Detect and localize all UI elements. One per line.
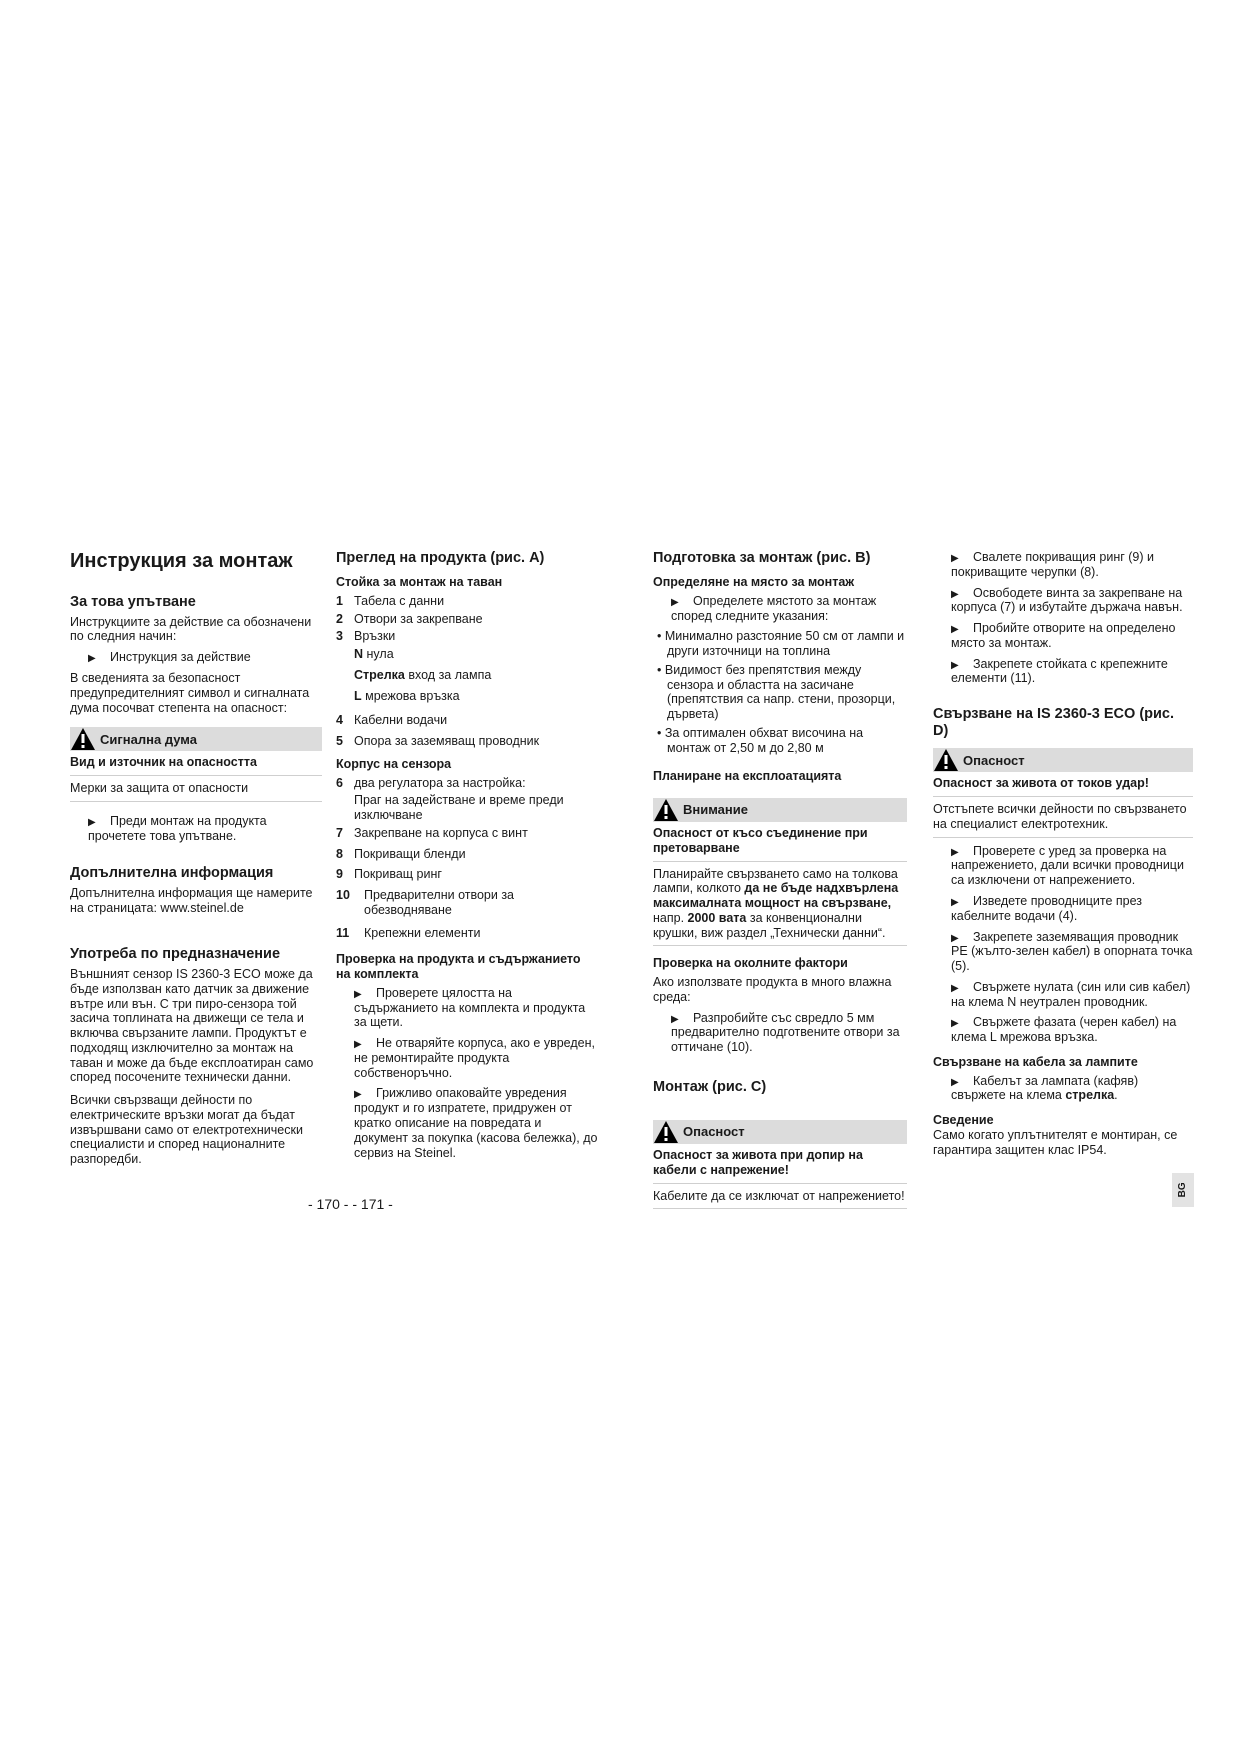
paragraph: Външният сензор IS 2360-3 ECO може да бъде използван като датчик за движение вътре или вън. С три пиро-сензора той засича топлината на движещи се тела и включва свързаните лампи. Продуктът е подходящ изключително за монтаж на таван и може да бъде експлоатиран само според посочените технически данни. — [70, 967, 314, 1085]
subheading: Свързване на кабела за лампите — [933, 1054, 1138, 1069]
page-title: Инструкция за монтаж — [70, 550, 293, 572]
column-1 — [70, 550, 322, 1167]
danger-text: Отстъпете всички дейности по свързването на специалист електротехник. — [933, 802, 1187, 831]
column-2 — [336, 550, 598, 1166]
action-item: ▶ Определете мястото за монтаж според следните указания: — [671, 593, 877, 623]
danger-subtitle: Опасност за живота от токов удар! — [933, 776, 1149, 791]
section-title-mounting: Монтаж (рис. C) — [653, 1078, 767, 1095]
warning-triangle-icon — [653, 798, 679, 822]
warning-text: Мерки за защита от опасности — [70, 781, 249, 795]
list-item: 3 Връзки — [336, 629, 396, 644]
subheading: Планиране на експлоатацията — [653, 769, 842, 784]
bullet-item: • Видимост без препятствия между сензора и областта на засичане (препятствия са напр. стени, прозорци, дървета) — [657, 662, 896, 722]
arrow-right-icon: ▶ — [951, 553, 959, 564]
danger-subtitle: Опасност за живота при допир на кабели с напрежение! — [653, 1148, 863, 1177]
arrow-right-icon: ▶ — [951, 982, 959, 994]
action-item: ▶ Преди монтаж на продукта прочетете това упътване. — [88, 813, 267, 843]
list-item: 2 Отвори за закрепване — [336, 611, 483, 626]
connection-l: L мрежова връзка — [354, 688, 460, 703]
connection-n: N нула — [354, 647, 394, 662]
section-title-about: За това упътване — [70, 593, 196, 610]
subheading: Корпус на сензора — [336, 756, 452, 771]
arrow-right-icon: ▶ — [671, 596, 679, 608]
arrow-right-icon: ▶ — [951, 1076, 959, 1088]
action-item: ▶ Не отваряйте корпуса, ако е увреден, не ремонтирайте продукта собственоръчно. — [354, 1036, 595, 1080]
subheading: Сведение — [933, 1113, 994, 1128]
arrow-right-icon: ▶ — [951, 624, 959, 636]
danger-box — [933, 748, 1193, 772]
paragraph: Всички свързващи дейности по електрическите връзки могат да бъдат извършвани само от електротехнически специалисти и според националните разпоредби. — [70, 1093, 303, 1167]
column-4 — [933, 550, 1193, 1157]
warning-subtitle: Вид и източник на опасността — [70, 755, 257, 770]
column-3 — [653, 550, 907, 1214]
arrow-right-icon: ▶ — [951, 659, 959, 671]
paragraph: Само когато уплътнителят е монтиран, се гарантира защитен клас IP54. — [933, 1127, 1178, 1157]
arrow-right-icon: ▶ — [354, 988, 362, 1000]
divider — [70, 801, 322, 802]
warning-box — [653, 798, 907, 822]
subheading: Стойка за монтаж на таван — [336, 575, 503, 590]
divider — [933, 837, 1193, 838]
arrow-right-icon: ▶ — [951, 1018, 959, 1030]
list-item: 7 Закрепване на корпуса с винт — [336, 825, 528, 840]
list-item: 9 Покриващ ринг — [336, 867, 442, 882]
warning-triangle-icon — [933, 748, 959, 772]
paragraph: В сведенията за безопасност предупредителният символ и сигналната дума посочват степента на опасност: — [70, 671, 310, 715]
action-item: ▶ Освободете винта за закрепване на корпуса (7) и избутайте държача навън. — [951, 585, 1183, 615]
list-item: 5 Опора за заземяващ проводник — [336, 734, 540, 749]
divider — [653, 945, 907, 946]
action-item: ▶ Кабелът за лампата (кафяв) свържете на клема стрелка. — [951, 1073, 1139, 1103]
subheading: Проверка на околните фактори — [653, 956, 848, 971]
action-item: ▶ Разпробийте със свредло 5 мм предварително подготвените отвори за оттичане (10). — [671, 1010, 900, 1055]
arrow-right-icon: ▶ — [951, 932, 959, 944]
subheading: Определяне на място за монтаж — [653, 575, 855, 590]
paragraph: Инструкциите за действие са обозначени по следния начин: — [70, 614, 312, 644]
action-item: ▶ Пробийте отворите на определено място за монтаж. — [951, 621, 1176, 650]
connection-arrow: Стрелка вход за лампа — [354, 667, 492, 682]
divider — [653, 1208, 907, 1209]
divider — [653, 1183, 907, 1184]
language-tab: BG — [1172, 1173, 1194, 1207]
action-item: ▶ Свалете покриващия ринг (9) и покриващите черупки (8). — [951, 550, 1155, 579]
section-title-intended-use: Употреба по предназначение — [70, 945, 281, 962]
action-item: ▶ Свържете нулата (син или сив кабел) на клема N неутрален проводник. — [951, 979, 1191, 1009]
arrow-right-icon: ▶ — [354, 1089, 362, 1101]
warning-subtitle: Опасност от късо съединение при претоварване — [653, 826, 868, 855]
paragraph: Допълнителна информация ще намерите на страницата: www.steinel.de — [70, 886, 313, 916]
list-item: 6 два регулатора за настройка: — [336, 775, 526, 790]
arrow-right-icon: ▶ — [951, 588, 959, 600]
action-item: ▶ Закрепете заземяващия проводник PE (жълто-зелен кабел) в опорната точка (5). — [951, 929, 1193, 974]
bullet-item: • За оптимален обхват височина на монтаж от 2,50 м до 2,80 м — [657, 725, 864, 755]
section-title-product-overview: Преглед на продукта (рис. A) — [336, 550, 545, 566]
warning-box — [70, 727, 322, 751]
list-item: 8 Покриващи бленди — [336, 846, 466, 861]
divider — [70, 775, 322, 776]
section-title-prep: Подготовка за монтаж (рис. B) — [653, 550, 871, 566]
list-item: 4 Кабелни водачи — [336, 713, 448, 728]
arrow-right-icon: ▶ — [88, 816, 96, 828]
action-item: ▶ Закрепете стойката с крепежните елементи (11). — [951, 656, 1168, 686]
page-number: - 170 - - 171 - — [308, 1196, 393, 1212]
warning-triangle-icon — [653, 1120, 679, 1144]
section-title-additional-info: Допълнителна информация — [70, 865, 274, 882]
danger-box — [653, 1120, 907, 1144]
subheading: Проверка на продукта и съдържанието на комплекта — [336, 952, 581, 982]
bullet-item: • Минимално разстояние 50 см от лампи и други източници на топлина — [657, 629, 905, 659]
divider — [933, 796, 1193, 797]
danger-label: Опасност — [683, 1124, 745, 1140]
action-item: ▶ Проверете цялостта на съдържанието на комплекта и продукта за щети. — [354, 985, 586, 1030]
list-item-sub: Праг на задействане и време преди изключване — [354, 793, 564, 823]
warning-triangle-icon — [70, 727, 96, 751]
danger-label: Опасност — [963, 752, 1025, 768]
list-item: 11 Крепежни елементи — [336, 925, 481, 940]
arrow-right-icon: ▶ — [671, 1013, 679, 1025]
danger-text: Кабелите да се изключат от напрежението! — [653, 1188, 905, 1203]
arrow-right-icon: ▶ — [951, 846, 959, 858]
action-item: ▶ Грижливо опаковайте увредения продукт и го изпратете, придружен от кратко описание на повредата и документ за покупка (касова бележка), до сервиз на Steinel. — [354, 1086, 598, 1160]
warning-label: Внимание — [683, 802, 748, 818]
warning-text: Планирайте свързването само на толкова лампи, колкото да не бъде надхвърлена максималната мощност на свързване, напр. 2000 вата за конвенционални крушки, виж раздел „Технически данни“. — [653, 866, 899, 940]
paragraph: Ако използвате продукта в много влажна среда: — [653, 975, 892, 1004]
arrow-right-icon: ▶ — [951, 896, 959, 908]
section-title-connection: Свързване на IS 2360-3 ECO (рис. D) — [933, 706, 1175, 740]
divider — [653, 861, 907, 862]
action-item: ▶ Свържете фазата (черен кабел) на клема L мрежова връзка. — [951, 1015, 1177, 1045]
arrow-right-icon: ▶ — [88, 653, 96, 665]
action-item: ▶ Инструкция за действие — [88, 650, 251, 665]
list-item: 1 Табела с данни — [336, 593, 445, 608]
warning-label: Сигнална дума — [100, 731, 197, 747]
action-item: ▶ Изведете проводниците през кабелните водачи (4). — [951, 893, 1143, 923]
list-item: 10 Предварителни отвори за обезводняване — [336, 888, 515, 917]
action-item: ▶ Проверете с уред за проверка на напрежението, дали всички проводници са изключени от напрежението. — [951, 843, 1184, 888]
arrow-right-icon: ▶ — [354, 1039, 362, 1051]
